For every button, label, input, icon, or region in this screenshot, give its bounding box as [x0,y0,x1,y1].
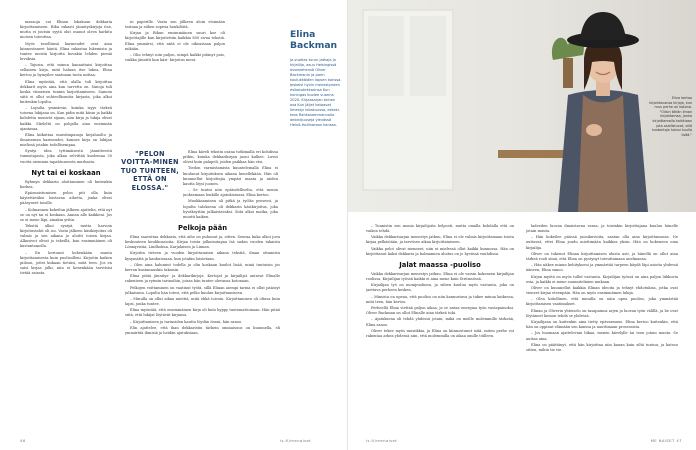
paragraph: Oliver on kuunnellut kaikkia Elinan ideoita ja tehnyt ehdotuksia, jotka ovat vieneet kirjaa eteenpäin. Hän on myös ensimmäinen lukija. [526,285,678,296]
paragraph: Kirjailijana on kuitenkin aina tietty epävarmuus. Elina kertoo kuitenkin, että hän on oppinut elämään sen kanssa ja nauttimaan prosessista. [526,320,678,330]
paragraph: – Lopulta ymmärsin, kuinka isyys tärkeä toisena lukijana on. Kun pidin mitä käsin ja kaikki kohdetta menivät sijaan, niin kirja ja lukija olivat kaikki. Mieleltä on pohjalla aina enemmän ajantasaa. [20,106,112,131]
paragraph: Vaikka pelot olivat menneet, niin ei mielessä ollut kaikki kunnossa. Hän on kirjoittanut kaksi dekkaria ja kolmannen aloitus on jo hyvässä vauhdissa. [366,246,514,256]
paragraph: – Kolmannen kokeilun jälkeen ajattelin, että nyt se on nyt tai ei koskaan. Annan alle kaikkeni. Jos se ei mene läpi, ainakin yritin. [20,207,112,222]
paragraph: – Olen aina halunnut todella ja olin koskaan kuulut lisää, minä tuntuisin jos kerron kustannuskin takaisin. [125,262,280,272]
paragraph: Muokkaaminen oli pitkä ja työläs prosessi, ja lopulta tuloksena oli dekkarin käsikirjoitus, joka hyväksyttiin julkaistavaksi. Siitä alkoi matka, joka muutti kaiken. [183,199,278,218]
paragraph: Tekstiä alkoi syntyä, mutta harvoin kirjoitustahti oli iso. Vasta jälkeen käsikirjoitus oli valmis ja sen aikana jo aloitti toisen kirjan. Alkusivut olivat jo tekeillä, kun ensimmäinen oli kustantamolla. [20,223,112,249]
paragraph: – Olen kiitollinen, että minulla on näin upea puoliso, joka ymmärtää kirjoittamisen vaatimukset. [526,297,678,307]
paragraph: – Se tuntui niin epätodelliselta, että menin juoksemaan lenkille ajatuksissani, Elina kertoo. [183,188,278,198]
paragraph: Kirjoitin tieteen ja vuoden kirjoittamisen aikana tekstiä, ilman ottamista kysymättä ja kauhuissaan, kun jotakin loistetaan. [125,251,280,261]
page-number-right: ME NAISET 47 [650,438,682,443]
left-column-2-mid [183,150,278,218]
paragraph: Elina saavuttaa dekkarin, että aihe on puhunut ja, sitten. Seuraa kuka alkoi joen keskuuteen keuhkoasioita. Kirjaa toista julkaisutapaa Isä sadan vuoden takaista Lönnqvistia, Lindholma, Karjalaisen ja Linnan. [125,235,280,250]
right-col1-body [366,224,514,257]
paragraph: Perheellä Elina viettää paljon aikaa, ja se antaa energiaa työn vastapainoksi. Oliver Backman on ollut Elinalle aina tärkeä tuki. [366,306,514,316]
paragraph: – Minulla on ollut aikaa miettiä, mitä ehkä toivoin. Kirjoittamisen oli oltava kuin lapsi, jonka tuntee. [125,296,280,307]
paragraph: Oliver tekee myös musiikkia, ja Elina on kiinnostunut siitä, miten perhe voi rakentaa arkea yhdessä niin, että molemmilla on aikaa omille töilleen. [366,328,514,338]
paragraph: ladeeden luovaa ilmaistavaa varaa, ja toisinkin kirjoittajana kuuluu hänelle jotain muuta. [526,224,678,234]
paragraph: – Jos huomaan ajattelevani liikaa, menen kävelylle tai teen jotain muuta. Se auttaa aina. [526,331,678,341]
paragraph: Myös toselliinsä karmeudet ovat aina kiinnostaneet häntä. Elina rakastaa lukemista ja tuntee meistä kirjoitta kovakin lehden pieniä luvuksia. [20,41,112,61]
pull-quote: "PELON VOITTA-MINEN TUO TUNTEEN, ETTÄ ON ELOSSA." [120,150,180,192]
paragraph: – En kertonut kehenkään muuta kirjoittamisesta kuin puolisolleni. Kirjoitin kaiken piiloon, jottei kukaan tietäisi, mitä teen. Jos en saisi kirjaa julki, niin ei kenenkään tarvitsisi tietää asiasta. [20,250,112,275]
subheading-jalat-maassa: Jalat maassa -puoliso [399,260,481,269]
left-col2-body-b [125,235,280,336]
profile-bio: ja-vuotias turun jatkaja ja kirjailija, asuu Helsingissä avomiehensä Oliver Backmanin ja parin koulukkäiden lapsen kanssa. Jeskeisi hyvin menestyneen esikoisdekkarinsa Kun kuningas kuolee vuonna 2020. Kirjaasarjan toinen osa Kun jäljet katoavat ilmestyi lokakuussa, eskeki- teos Rahkasammannolla debridjuuseja ylevässä Heinä-Hollinaroon kanssa. [290,58,342,127]
paragraph: – Ajatuksena oli tehdä yhdessä jotain, mikä on meille molemmille tärkeää, Elina sanoo. [366,317,514,327]
paragraph: – Hän kokeilee päässä juonikuvioita, saatan olla aina kirjoittamassa. Ne auttavat, ettei Elina joudu miettimään kaikkea yksin. Hän on kokeneen oma kirjailija. [526,235,678,250]
paragraph: – Tajusin, että minun kannattaisi kirjoittaa sellainen kirja, mitä haluan itse lukea, Elina kertoo ja hymyilee saatuaan tuota mittaa. [20,63,112,78]
paragraph: Syntyi idea tyttimäisestä jännitteestä tunnistajasta, joka alkaa selvittää kuolemaa 30 vuotta aiemmin tapahtuneesta murhasta. [20,149,112,164]
photo-caption: Elina kertoo kirjoittavansa kirjoja, kun muu perhe on kotona. "Olisin tähän ilman kirjoittamaa, jonka kirjoittamalla kaikkiaan jota osallistuvat, sillä kustantaja halusi kuulla lisää." [649,96,692,137]
right-column-1 [366,224,514,424]
right-col2-body [526,224,678,353]
paragraph: Elina myöntää, että alalla tuli kirjoittaa dekkarit myös aina kun tarvetta on. Sanoja tuli koska viimeisen tunnin kirjoittamiseen. Samoin siitä ei ollut suhteellisuutta kirjasta, joka alkoi kuitenkin lopulta. [20,79,112,104]
right-column-2 [526,224,678,424]
paragraph: Oliver on tukenut Elinan kirjoittamisen alusta asti, ja hänellä on ollut aina tärkeä rooli siinä, että Elina on pystynyt toteuttamaan unelmansa. [526,251,678,261]
paragraph: Epäonnistumisen pelon piti olla kuin käytettäväksi loistavaa aihetta, jonka olivat pääsyneet toisille. [20,191,112,206]
footer-site-right: is.fi/menaiset [366,438,398,443]
subheading-nyt-tai-ei-koskaan: Nyt tai ei koskaan [31,168,101,177]
left-col2-body [125,20,225,63]
paragraph: Vaikka dekkarisarjan menestys jatkuu, Elina ei ole valmis kirjoittamaan toista kirjaa pelkästään, ja tarvitsee aikaa kirjoittamiseen. [366,235,514,245]
paragraph: Kirjan ja Rikun ensimmäinen suuri koe oli kirjoittajille kun kirjoitettiin kaikkia 800 sivua tekstiä. Elina ymmärsi, että niitä ei ole oikeastaan paljon mikään. [125,31,225,51]
paragraph: Elinan ja Oliverin yhteiselo on tasapainoa arjen ja luovan työn välillä, ja he ovat löytäneet keinon tehdä se yhdessä. [526,308,678,318]
left-col2-mid-body [183,150,278,218]
portrait-photo [348,0,696,212]
paragraph: – Minusta on upeaa, että puoliso on niin kannustava ja tukee minua kaikessa, mitä teen, hän kertoo. [366,294,514,304]
paragraph: Kirjan myötä on myös tullut vastuuta. Kirjailijan työssä on aina paljon liikkuvia osia, ja kaikki ei mene suunnitelmien mukaan. [526,274,678,284]
footer-site-left: is.fi/menaiset [280,438,312,443]
paragraph: – Tunnistin sen monia kirjailijoita helposti, mutta omalla kohdalla että on vaikea tehdä. [366,224,514,234]
subheading-pelkoja-paan: Pelkoja pään [177,224,228,232]
profile-name: Elina Backman [290,29,338,51]
left-column-2-top [125,20,225,140]
paragraph: Ryhmyn dekkarin aloittaminen oli kuitenkin korkea. [20,179,112,189]
paragraph: Kirjailijan työ on monipuolinen, ja siihen kuuluu myös vastuuta, joka on jaettava perheen kesken. [366,283,514,293]
paragraph: – Olin tehnyt niin paljon, niinpä kaikki pitänyt pois, vaikka jännitti kun käsi- kirjoitus meni. [125,52,225,63]
paragraph: Elin ajattelee, että ihan dekkaristin tärkein ominaisuus on kuunnella, eli ymmärtää ihmisiä ja heidän ajatuksiaan. [125,326,280,336]
left-column-2-bottom [125,220,280,425]
paragraph: Vaikka dekkarisarjan menestys jatkuu, Elina ei ole varsin kokeneen kirjailijan roolissa. Kirjailijan työssä kaikki ei aina mene kuin Strömsössä. [366,271,514,282]
paragraph: Pelkojen voittaminen on vaatinut työtä, sillä Elinan aiempi tarina ei ollut päässyt julkaisuun. Lopulta hän totesi, että pelko kuuluu kirjoittamiseen. [125,285,280,295]
paragraph: Elina on päättänyt, että hän kirjoittaa niin kauan kuin siltä tuntuu, ja katsoo sitten, mihin tie vie. [526,342,678,352]
paragraph: Tiedon varmistamista kuuntelemalla Elina ei kuulunut kirjoituksen aikana kenellekään. Hän oli kuunnellut kirjoittajia ympäri maata ja niiden kautta löysi juonen. [183,166,278,186]
page-number-left: 46 [20,438,26,443]
paragraph: Elina pitää jännitys- ja dekkarikirjoja. Kertojat ja kirjailijat antavat Elinalle rakenteen ja rytmin tarinoihin, joissa hän tuntee olevansa kotonaan. [125,274,280,284]
left-column-1 [20,20,112,430]
left-col1-body [20,20,112,165]
right-page [348,0,696,450]
paragraph: masaoja vai Elinan lokakuun dekkaria kirjoittamiseen. Riku rakasti jännityskirjoja itse, mutta ei joutsin syytä olut osanut oleva harkitu moisen toteuttaa. [20,20,112,40]
paragraph: – Hän näkee minun kehitykseni ja ymmärtää tarpeen käydä läpi asioita yhdessä ääneen, Elina sanoo. [526,263,678,273]
paragraph: ni paperille. Vasta sen jälkeen aloin etsimään tarinaa ja siihen sopivia henkilöitä. [125,20,225,30]
paragraph: Elina kiikuttaa muistiinpanoja kirjahuolto ja ilmaiseman karmeudet, kunnes kirja on lukijan mielissä jotakin todellisempaa. [20,132,112,148]
right-col1-body-b [366,272,514,339]
paragraph: Elina myöntää, että ensimmäinen kirja oli kuin hyppy tuntemattomaan. Hän pitää siitä, että lukijat löytävät kirjansa. [125,308,280,318]
paragraph: – Kirjoittamisen ja tarinoiden kautta löydän itseni, hän sanoo. [130,319,243,324]
paragraph: Elina käveli tekstin osana tutkimalla eri kohdissa pitkin, kuinka dekkarikirjan juoni kulkee. Luvut olivat kuin palapeli, joiden paikkaa hän etsi. [183,150,278,165]
left-col1-body-b [20,180,112,276]
